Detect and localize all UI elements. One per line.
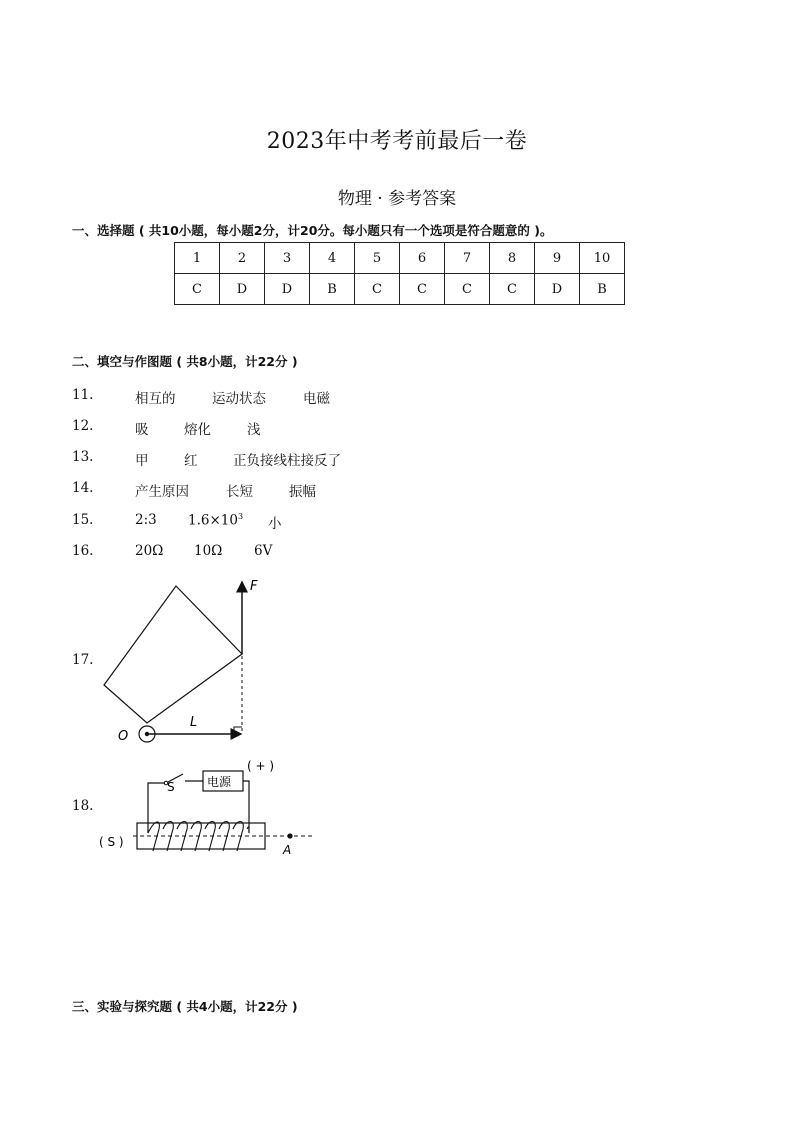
table-cell: 7 (445, 243, 490, 274)
pivot-label: O (118, 729, 129, 744)
answer-text: 熔化 (184, 422, 211, 438)
table-cell: 3 (265, 243, 310, 274)
table-cell: 10 (580, 243, 625, 274)
page-title: 2023年中考考前最后一卷 (266, 129, 528, 154)
question-number: 14. (72, 480, 94, 496)
table-row-answers (175, 274, 625, 305)
table-cell: D (535, 274, 580, 305)
table-cell: C (355, 274, 400, 305)
table-cell: 2 (220, 243, 265, 274)
power-source-label: 电源 (207, 775, 232, 789)
question-number: 13. (72, 449, 94, 465)
table-cell: 6 (400, 243, 445, 274)
answer-text: 相互的 (135, 391, 176, 407)
answer-text: 6V (254, 543, 273, 559)
switch-label: S (167, 780, 175, 794)
answer-text: 甲 (135, 453, 149, 469)
answer-text: 正负接线柱接反了 (233, 453, 341, 469)
answer-text: 2:3 (135, 512, 157, 528)
answer-text: 吸 (135, 422, 149, 438)
answer-text: 产生原因 (135, 484, 189, 500)
table-cell: 4 (310, 243, 355, 274)
answer-text-with-power (188, 512, 243, 529)
answer-text: 运动状态 (212, 391, 266, 407)
electromagnet-diagram (95, 755, 325, 865)
superscript: 3 (237, 512, 244, 521)
answer-text: 小 (268, 516, 282, 532)
right-angle-mark (234, 727, 242, 734)
table-cell: D (220, 274, 265, 305)
table-cell: B (310, 274, 355, 305)
answer-text: 浅 (247, 422, 261, 438)
answer-table (174, 242, 625, 305)
table-cell: B (580, 274, 625, 305)
table-cell: D (265, 274, 310, 305)
question-number: 16. (72, 543, 94, 559)
answer-text: 电磁 (303, 391, 330, 407)
point-a-label: A (283, 843, 292, 857)
wire-right (243, 781, 249, 833)
positive-terminal-label: ( + ) (247, 759, 275, 773)
point-a-dot (287, 833, 292, 838)
table-cell: 9 (535, 243, 580, 274)
answer-text: 10Ω (194, 543, 223, 559)
table-cell: C (490, 274, 535, 305)
answer-text: 1.6×10 (188, 512, 238, 529)
table-cell: C (445, 274, 490, 305)
question-number: 17. (72, 652, 94, 668)
question-number: 18. (72, 798, 94, 814)
question-number: 15. (72, 512, 94, 528)
answer-text: 长短 (226, 484, 253, 500)
table-cell: 1 (175, 243, 220, 274)
table-cell: 5 (355, 243, 400, 274)
pivot-dot (145, 732, 149, 736)
table-cell: C (175, 274, 220, 305)
answer-text: 20Ω (135, 543, 164, 559)
pole-label: ( S ) (99, 835, 124, 849)
table-cell: C (400, 274, 445, 305)
page-subtitle: 物理 · 参考答案 (337, 189, 457, 209)
section-1-heading: 一、选择题 ( 共10小题，每小题2分，计20分。每小题只有一个选项是符合题意的 )。 (72, 223, 553, 238)
question-number: 12. (72, 418, 94, 434)
table-cell: 8 (490, 243, 535, 274)
table-row-numbers (175, 243, 625, 274)
answer-text: 振幅 (289, 484, 316, 500)
rectangular-object (104, 586, 242, 723)
answer-text: 红 (184, 453, 198, 469)
length-label: L (190, 715, 198, 730)
question-number: 11. (72, 387, 94, 403)
section-3-heading: 三、实验与探究题 ( 共4小题，计22分 ) (72, 999, 298, 1014)
lever-diagram (100, 572, 290, 752)
section-2-heading: 二、填空与作图题 ( 共8小题，计22分 ) (72, 354, 298, 369)
wire-left (148, 783, 165, 833)
force-label: F (250, 579, 258, 594)
